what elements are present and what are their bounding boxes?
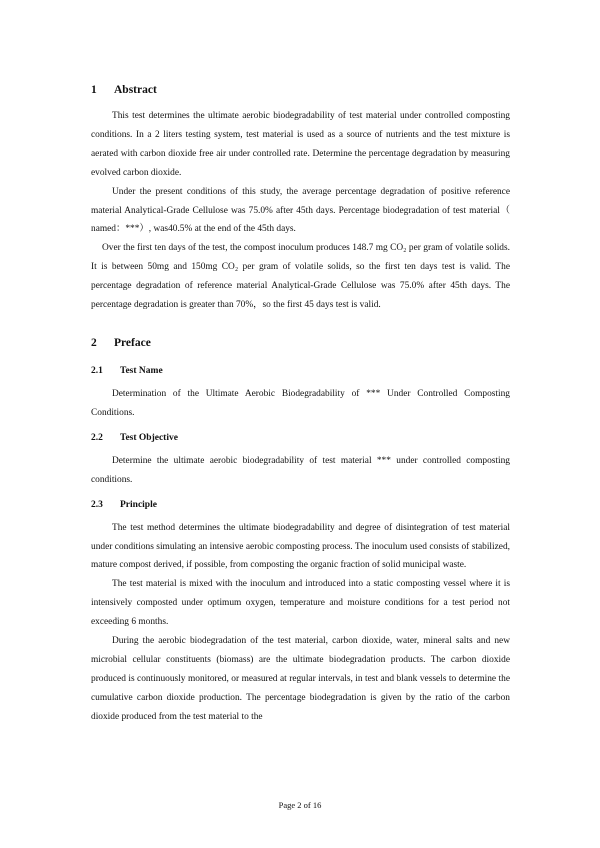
- section-title: Abstract: [114, 84, 157, 96]
- section-number: 1: [91, 84, 97, 96]
- subsection-title: Test Objective: [120, 432, 178, 443]
- subsection-heading-test-objective: [91, 431, 510, 445]
- subsection-number: 2.1: [91, 365, 103, 376]
- paragraph: Over the first ten days of the test, the compost inoculum produces 148.7 mg CO₂ per gram of volatile solids. It is between 50mg and 150mg CO₂ per gram of volatile solids, so the first ten days test is valid. The percentage degradation of reference material Analytical-Grade Cellulose was 75.0% after 45th days. The percentage degradation is greater than 70%，so the first 45 days test is valid.: [91, 243, 510, 311]
- subsection-number: 2.2: [91, 432, 103, 443]
- paragraph: The test material is mixed with the inoculum and introduced into a static composting vessel where it is intensively composted under optimum oxygen, temperature and moisture conditions for a test period not exceeding 6 months.: [91, 579, 510, 628]
- principle-body: [91, 519, 510, 727]
- paragraph: The test method determines the ultimate biodegradability and degree of disintegration of test material under conditions simulating an intensive aerobic composting process. The inoculum used consists of stabilized, mature compost derived, if possible, from composting the organic fraction of solid municipal waste.: [91, 522, 510, 571]
- paragraph: Determine the ultimate aerobic biodegradability of test material *** under controlled composting conditions.: [91, 455, 510, 485]
- test-objective-body: [91, 452, 510, 490]
- paragraph: During the aerobic biodegradation of the test material, carbon dioxide, water, mineral salts and new microbial cellular constituents (biomass) are the ultimate biodegradation products. The carbon dioxide produced is continuously monitored, or measured at regular intervals, in test and blank vessels to determine the cumulative carbon dioxide production. The percentage biodegradation is given by the ratio of the carbon dioxide produced from the test material to the: [91, 636, 510, 722]
- subsection-number: 2.3: [91, 499, 103, 510]
- subsection-title: Principle: [120, 499, 157, 510]
- subsection-heading-principle: [91, 498, 510, 512]
- section-number: 2: [91, 336, 97, 349]
- abstract-body: [91, 107, 510, 315]
- subsection-title: Test Name: [120, 365, 163, 376]
- paragraph: Determination of the Ultimate Aerobic Biodegradability of *** Under Controlled Composting Conditions.: [91, 388, 510, 418]
- page-content: [91, 82, 510, 727]
- paragraph: Under the present conditions of this study, the average percentage degradation of positive reference material Analytical-Grade Cellulose was 75.0% after 45th days. Percentage biodegradation of test material（ named：***）, was40.5% at the end of the 45th days.: [91, 186, 510, 235]
- section-heading-abstract: [91, 82, 510, 98]
- subsection-heading-test-name: [91, 364, 510, 378]
- section-heading-preface: [91, 335, 510, 351]
- paragraph: This test determines the ultimate aerobic biodegradability of test material under controlled composting conditions. In a 2 liters testing system, test material is used as a source of nutrients and the test mixture is aerated with carbon dioxide free air under controlled rate. Determine the percentage degradation by measuring evolved carbon dioxide.: [91, 111, 510, 178]
- page-number-footer: Page 2 of 16: [278, 800, 322, 810]
- test-name-body: [91, 385, 510, 423]
- section-title: Preface: [114, 336, 151, 349]
